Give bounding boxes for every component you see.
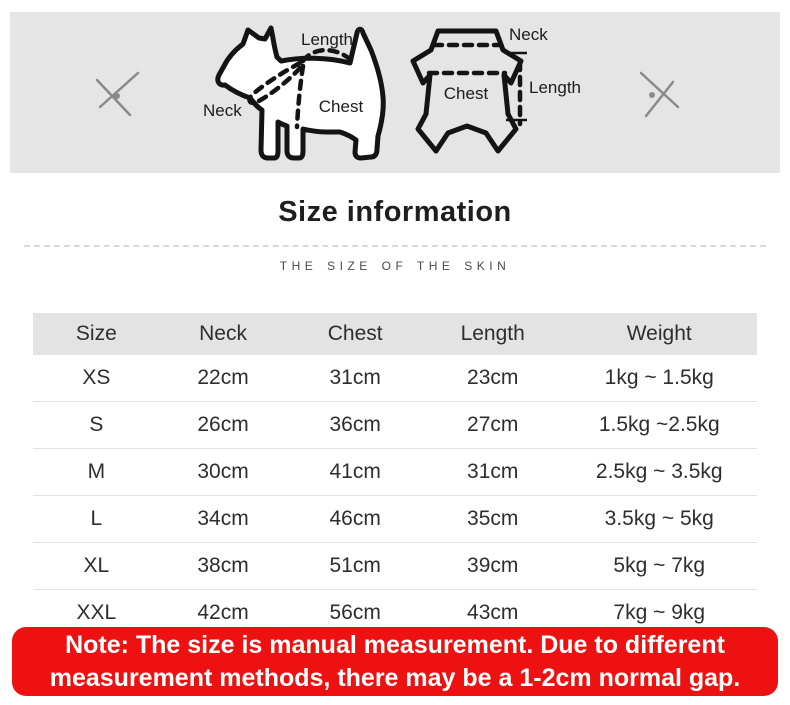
table-row [33,355,757,402]
measurement-diagrams [10,12,780,173]
cell-length: 23cm [467,366,519,389]
measurement-note-text: Note: The size is manual measurement. Due to different measurement methods, there may be a 1-2cm normal gap. [49,630,741,692]
cell-size: XL [83,554,110,577]
page-title: Size information [278,196,512,228]
column-header-chest: Chest [286,313,424,355]
garment-neck-label: Neck [509,25,548,44]
cell-size: XS [82,366,111,389]
dog-neck-label: Neck [203,101,242,120]
garment-length-label: Length [529,78,581,97]
cell-weight: 5kg ~ 7kg [613,554,706,577]
cell-neck: 34cm [197,507,249,530]
column-header-neck: Neck [160,313,287,355]
table-row [33,496,757,543]
column-header-size: Size [33,313,160,355]
dog-illustration [203,28,383,158]
cell-weight: 1.5kg ~2.5kg [598,413,720,436]
cell-length: 43cm [467,601,519,624]
measurement-note [12,627,778,696]
cell-chest: 36cm [329,413,381,436]
table-row [33,449,757,496]
size-table [33,313,757,636]
table-header-row [33,313,757,355]
table-row [33,543,757,590]
cell-neck: 38cm [197,554,249,577]
cell-length: 27cm [467,413,519,436]
cell-chest: 51cm [329,554,381,577]
garment-chest-label: Chest [443,84,489,103]
cell-weight: 7kg ~ 9kg [613,601,706,624]
cell-size: XXL [76,601,117,624]
column-header-weight: Weight [561,313,757,355]
cell-neck: 42cm [197,601,249,624]
decorative-cross-icon-right [641,73,678,116]
cell-length: 31cm [467,460,519,483]
cell-length: 39cm [467,554,519,577]
cell-chest: 56cm [329,601,381,624]
cell-chest: 46cm [329,507,381,530]
cell-size: S [89,413,104,436]
cell-size: L [90,507,103,530]
cell-size: M [87,460,106,483]
dog-length-label: Length [301,30,353,49]
cell-weight: 1kg ~ 1.5kg [604,366,714,389]
subtitle: THE SIZE OF THE SKIN [279,259,511,273]
cell-neck: 30cm [197,460,249,483]
garment-illustration [413,25,581,151]
cell-weight: 2.5kg ~ 3.5kg [595,460,723,483]
cell-chest: 31cm [329,366,381,389]
cell-neck: 26cm [197,413,249,436]
column-header-length: Length [424,313,562,355]
dog-chest-label: Chest [318,97,364,116]
decorative-cross-icon-left [97,73,138,115]
cell-weight: 3.5kg ~ 5kg [604,507,714,530]
dashed-divider [24,245,766,247]
cell-chest: 41cm [329,460,381,483]
cell-neck: 22cm [197,366,249,389]
measurement-guide-banner [10,12,780,173]
cell-length: 35cm [467,507,519,530]
table-row [33,402,757,449]
